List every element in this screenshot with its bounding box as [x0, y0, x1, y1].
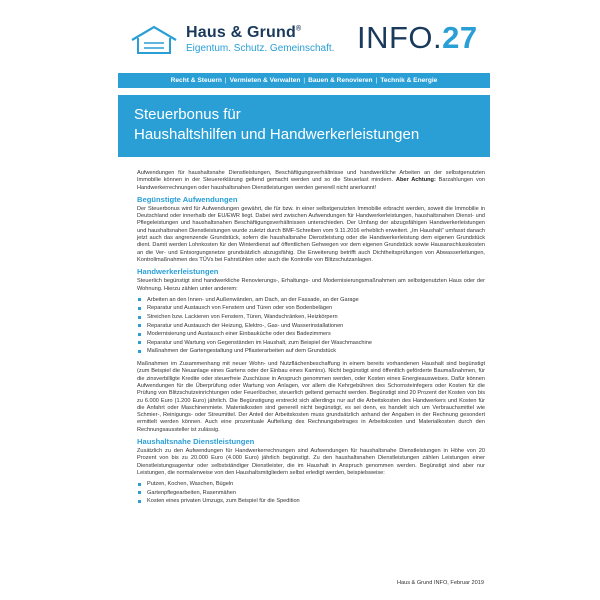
- section-heading-handwerkerleistungen: Handwerkerleistungen: [137, 267, 219, 277]
- list-item: Gartenpflegearbeiten, Rasenmähen: [137, 489, 485, 498]
- intro-warning: Aber Achtung:: [395, 177, 436, 184]
- nav-separator: |: [224, 77, 227, 84]
- section-heading-beguenstigte-aufwendungen: Begünstigte Aufwendungen: [137, 194, 238, 204]
- nav-item-recht-steuern[interactable]: Recht & Steuern: [170, 77, 222, 84]
- brand-logo[interactable]: [130, 22, 335, 58]
- nav-item-technik-energie[interactable]: Technik & Energie: [380, 77, 438, 84]
- section2-paragraph-2: Maßnahmen im Zusammenhang mit neuer Wohn- und Nutzflächenbeschaffung in einem bereits vorhandenen Haushalt sind begünstigt (zum Beispiel die Neuanlage eines Gartens oder der Einbau eines Kamins). Nicht begünstigt sind öffentlich geförderte Baumaßnahmen, für die zinsverbilligte Kredite oder steuerfreie Zuschüsse in Anspruch genommen werden, oder Kosten eines Energieausweises. Dafür können Aufwendungen für die Überprüfung oder Wartung von Anlagen, vor allem die Kehrgebühren des Schornsteinfegers oder Kosten für die Prüfung von Blitzschutzeinrichtungen oder Feuerlöscher, steuerlich geltend gemacht werden. Begünstigt sind 20 Prozent der Kosten von bis zu 6.000 Euro (1.200 Euro) jährlich. Die Begünstigung erstreckt sich allerdings nur auf die Arbeitskosten des Handwerkers und Kosten für die Anfahrt oder Maschinenmiete. Materialkosten sind generell nicht begünstigt, es sei denn, es handelt sich um Verbrauchsmittel wie Schmier-, Reinigungs- oder Streumittel. Der Anteil der Arbeitskosten muss grundsätzlich anhand der Angaben in der Rechnung gesondert ermittelt werden können. Auch eine prozentuale Aufteilung des Rechnungsbetrages in Arbeitskosten und Materialkosten durch den Rechnungsaussteller ist zulässig.: [137, 361, 485, 433]
- list-item: Modernisierung und Austausch einer Einbauküche oder des Badezimmers: [137, 330, 485, 339]
- list-item: Reparatur und Austausch der Heizung, Elektro-, Gas- und Wasserinstallationen: [137, 322, 485, 331]
- nav-item-bauen-renovieren[interactable]: Bauen & Renovieren: [308, 77, 373, 84]
- list-item: Putzen, Kochen, Waschen, Bügeln: [137, 480, 485, 489]
- section-heading-haushaltsnahe-dienstleistungen: Haushaltsnahe Dienstleistungen: [137, 436, 255, 446]
- list-item: Maßnahmen der Gartengestaltung und Pflasterarbeiten auf dem Grundstück: [137, 347, 485, 356]
- brand-slogan: Eigentum. Schutz. Gemeinschaft.: [186, 43, 335, 54]
- info-number: 27: [442, 20, 478, 55]
- nav-separator: |: [375, 77, 378, 84]
- category-nav: [118, 73, 490, 88]
- page-title-line-1: Steuerbonus für: [134, 106, 241, 123]
- nav-item-vermieten-verwalten[interactable]: Vermieten & Verwalten: [229, 77, 301, 84]
- section1-paragraph: Der Steuerbonus wird für Aufwendungen gewährt, die für bzw. in einer selbstgenutzten Immobilie erbracht werden, soweit die Immobilie in Deutschland oder innerhalb der EU/EWR liegt. Dabei wird zwischen Aufwendungen für Handwerkerleistungen, haushaltsnahen Dienst- und Pflegeleistungen und haushaltsnahen Beschäftigungsverhältnissen unterschieden. Der Umfang der abzugsfähigen Handwerkerleistungen und haushaltsnahen Dienstleistungen wurde zuletzt durch BMF-Schreiben vom 9.11.2016 erheblich erweitert. „Im Haushalt“ umfasst danach jetzt auch das angrenzende Grundstück, sofern die haushaltsnahe Dienstleistung oder die Handwerkerleistung dem eigenen Grundstück dient. Damit werden Lohnkosten für den Winterdienst auf öffentlichen Gehwegen vor dem eigenen Grundstück sowie Hausanschlusskosten an die Ver- und Entsorgungsnetze grundsätzlich abzugsfähig. Die Erweiterung betrifft auch Dichtheitsprüfungen von Abwasserleitungen, Kontrollmaßnahmen des TÜVs bei Fahrstühlen oder auch die Kontrolle von Blitzschutzanlagen.: [137, 205, 485, 263]
- nav-separator: |: [303, 77, 306, 84]
- info-number-badge: [357, 22, 478, 54]
- brand-name: Haus & Grund®: [186, 24, 302, 41]
- dienstleistungen-list: [137, 480, 485, 506]
- house-logo-icon: [130, 24, 178, 56]
- section2-paragraph: Steuerlich begünstigt sind handwerkliche Renovierungs-, Erhaltungs- und Modernisierungsmaßnahmen am selbstgenutzten Haus oder der Wohnung. Hierzu zählen unter anderem:: [137, 278, 485, 292]
- page-title-line-2: Haushaltshilfen und Handwerkerleistungen: [134, 126, 420, 143]
- list-item: Reparatur und Austausch von Fenstern und Türen oder von Bodenbelägen: [137, 304, 485, 313]
- list-item: Kosten eines privaten Umzugs, zum Beispiel für die Spedition: [137, 497, 485, 506]
- info-label: INFO.: [357, 20, 443, 55]
- section3-paragraph: Zusätzlich zu den Aufwendungen für Handwerkerrechnungen sind Aufwendungen für haushaltsnahe Dienstleistungen in Höhe von 20 Prozent von bis zu 20.000 Euro (4.000 Euro) jährlich begünstigt. Zu den haushaltsnahen Dienstleistungen zählen Leistungen einer Dienstleistungsagentur oder selbstständiger Dienstleister, die im Haushalt in Anspruch genommen werden. Begünstigt sind aber nur Leistungen, die normalerweise von den Haushaltsmitgliedern selbst erledigt werden, beispielsweise:: [137, 447, 485, 476]
- handwerker-list: [137, 296, 485, 356]
- page-footer: Haus & Grund INFO, Februar 2019: [396, 580, 484, 586]
- list-item: Reparatur und Wartung von Gegenständen im Haushalt, zum Beispiel der Waschmaschine: [137, 339, 485, 348]
- article-body: [137, 170, 485, 511]
- list-item: Arbeiten an den Innen- und Außenwänden, am Dach, an der Fassade, an der Garage: [137, 296, 485, 305]
- intro-paragraph: Aufwendungen für haushaltsnahe Dienstleistungen, Beschäftigungsverhältnisse und handwerkliche Arbeiten an der selbstgenutzten Immobilie können in der Steuererklärung geltend gemacht werden und so die Steuerlast mindern. Aber Achtung: Barzahlungen von Handwerkerrechnungen oder haushaltsnahen Dienstleistungen werden generell nicht anerkannt!: [137, 170, 485, 191]
- title-block: [118, 95, 490, 157]
- list-item: Streichen bzw. Lackieren von Fenstern, Türen, Wandschränken, Heizkörpern: [137, 313, 485, 322]
